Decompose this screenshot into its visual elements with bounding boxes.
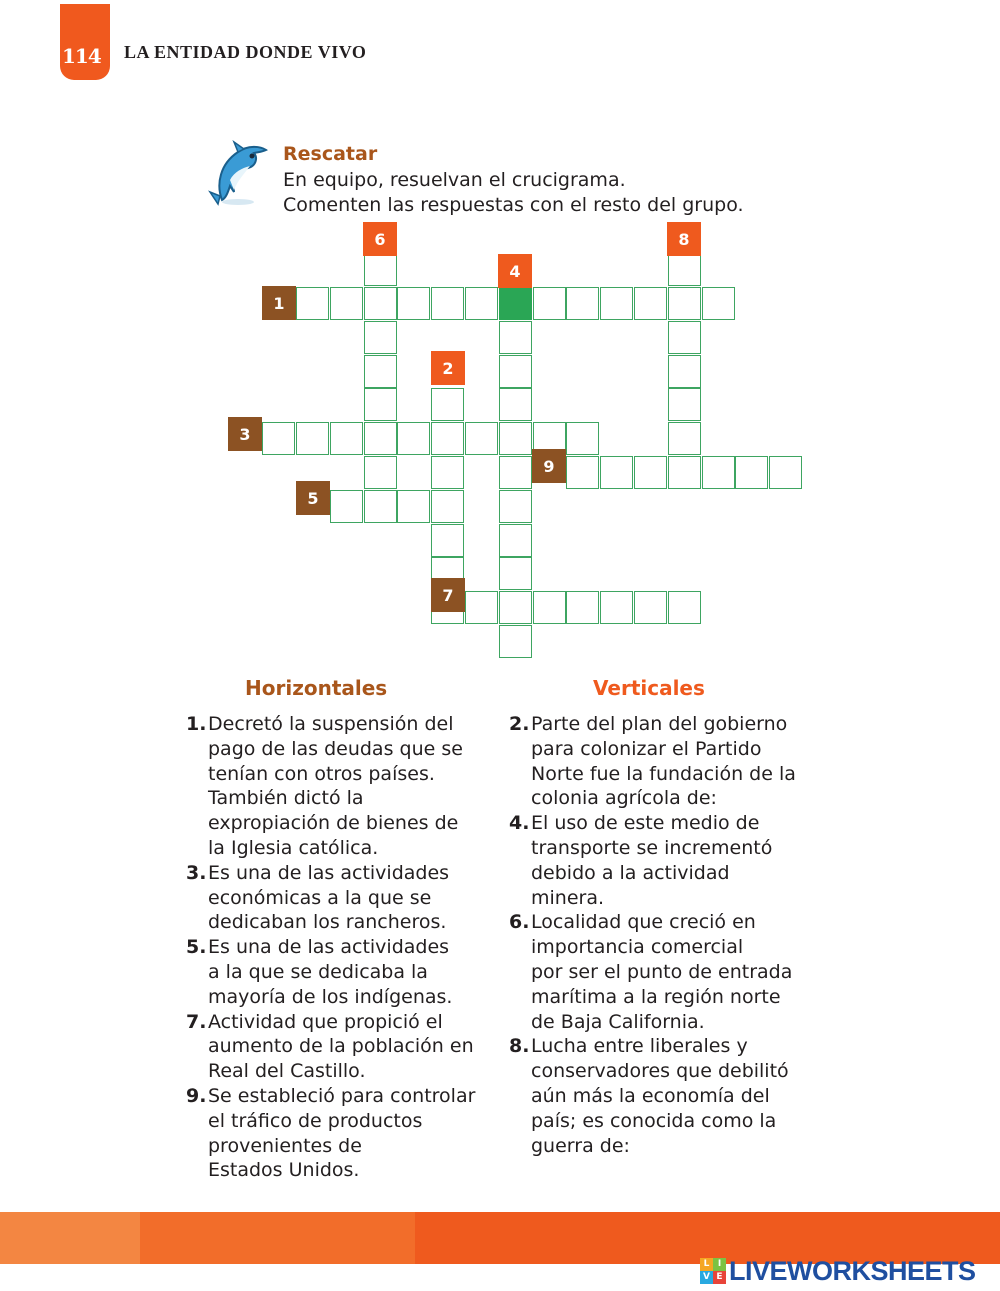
clue-text: país; es conocida como la xyxy=(531,1109,777,1132)
clue-text: el tráfico de productos xyxy=(208,1109,423,1132)
crossword-cell[interactable] xyxy=(296,422,329,455)
vertical-clues-title: Verticales xyxy=(593,676,705,700)
crossword-cell[interactable] xyxy=(634,287,667,320)
clue-text: Es una de las actividades xyxy=(208,936,450,959)
crossword-cell[interactable] xyxy=(566,422,599,455)
clue-number: 8. xyxy=(509,1035,530,1058)
crossword-cell[interactable] xyxy=(431,287,464,320)
crossword-cell[interactable] xyxy=(330,422,363,455)
crossword-cell[interactable] xyxy=(431,490,464,523)
crossword-cell[interactable] xyxy=(668,422,701,455)
clue-text: También dictó la xyxy=(208,787,364,810)
crossword-cell[interactable] xyxy=(566,287,599,320)
page-number: 114 xyxy=(62,44,101,68)
clue-text: expropiación de bienes de xyxy=(208,812,459,835)
clue-text: Decretó la suspensión del xyxy=(208,713,454,735)
crossword-cell[interactable] xyxy=(600,591,633,624)
horizontal-clue xyxy=(186,1010,474,1084)
crossword-cell[interactable] xyxy=(499,321,532,354)
horizontal-clues-title: Horizontales xyxy=(245,676,388,700)
crossword-cell[interactable] xyxy=(397,490,430,523)
clue-number: 7. xyxy=(186,1010,207,1033)
crossword-cell[interactable] xyxy=(499,591,532,624)
clue-text: pago de las deudas que se xyxy=(208,737,463,760)
crossword-cell[interactable] xyxy=(499,287,532,320)
crossword-cell[interactable] xyxy=(769,456,802,489)
horizontal-clue xyxy=(186,935,452,1009)
clue-text: la Iglesia católica. xyxy=(208,836,379,859)
crossword-cell[interactable] xyxy=(397,287,430,320)
crossword-cell[interactable] xyxy=(702,287,735,320)
crossword-cell[interactable] xyxy=(465,591,498,624)
crossword-cell[interactable] xyxy=(735,456,768,489)
clue-text: Es una de las actividades xyxy=(208,861,450,884)
clue-number-6: 6 xyxy=(363,222,397,256)
crossword-cell[interactable] xyxy=(465,287,498,320)
clue-text: de Baja California. xyxy=(531,1010,705,1033)
page-title: LA ENTIDAD DONDE VIVO xyxy=(124,42,367,62)
clue-text: para colonizar el Partido xyxy=(531,737,762,760)
watermark-text: LIVEWORKSHEETS xyxy=(729,1255,976,1286)
clue-text: debido a la actividad xyxy=(531,861,730,884)
crossword-cell[interactable] xyxy=(431,591,464,624)
crossword-cell[interactable] xyxy=(262,422,295,455)
clue-text: colonia agrícola de: xyxy=(531,787,717,810)
clue-text: por ser el punto de entrada xyxy=(531,960,793,983)
crossword-cell[interactable] xyxy=(600,456,633,489)
clue-text: Localidad que creció en xyxy=(531,911,756,934)
dolphin-icon xyxy=(208,140,272,206)
clue-number: 1. xyxy=(186,713,207,735)
clue-text: Real del Castillo. xyxy=(208,1060,366,1083)
clue-text: Norte fue la fundación de la xyxy=(531,762,796,785)
clue-number-5: 5 xyxy=(296,481,330,515)
clue-number-4: 4 xyxy=(498,254,532,288)
crossword-cell[interactable] xyxy=(668,388,701,421)
clue-number: 9. xyxy=(186,1085,207,1107)
clue-text: Parte del plan del gobierno xyxy=(531,713,788,735)
clue-text: dedicaban los rancheros. xyxy=(208,911,447,934)
crossword-cell[interactable] xyxy=(364,490,397,523)
crossword-cell[interactable] xyxy=(634,591,667,624)
clue-text: económicas a la que se xyxy=(208,886,432,909)
clue-number-8: 8 xyxy=(667,222,701,256)
crossword-cell[interactable] xyxy=(296,287,329,320)
crossword-cell[interactable] xyxy=(364,355,397,388)
instruction-line: Comenten las respuestas con el resto del grupo. xyxy=(283,194,744,216)
crossword-cell[interactable] xyxy=(465,422,498,455)
clue-number: 6. xyxy=(509,911,530,934)
crossword-cell[interactable] xyxy=(431,388,464,421)
crossword-cell[interactable] xyxy=(330,490,363,523)
clue-text: guerra de: xyxy=(531,1134,630,1157)
crossword-cell[interactable] xyxy=(397,422,430,455)
clue-text: mayoría de los indígenas. xyxy=(208,985,453,1008)
horizontal-clue xyxy=(186,712,463,861)
vertical-clue xyxy=(509,910,792,1034)
crossword-cell[interactable] xyxy=(533,591,566,624)
vertical-clue xyxy=(509,1034,789,1158)
crossword-cell[interactable] xyxy=(499,388,532,421)
crossword-cell[interactable] xyxy=(668,591,701,624)
crossword-cell[interactable] xyxy=(499,490,532,523)
clue-text: tenían con otros países. xyxy=(208,762,435,785)
watermark xyxy=(700,1257,976,1285)
crossword-cell[interactable] xyxy=(364,422,397,455)
horizontal-clue xyxy=(186,1084,475,1183)
clue-text: aún más la economía del xyxy=(531,1084,770,1107)
clue-number: 5. xyxy=(186,936,207,959)
clue-text: a la que se dedicaba la xyxy=(208,960,428,983)
crossword-cell[interactable] xyxy=(499,355,532,388)
clue-text: Se estableció para controlar xyxy=(208,1085,476,1107)
clue-number-7: 7 xyxy=(431,578,465,612)
activity-title: Rescatar xyxy=(283,143,378,165)
crossword-cell[interactable] xyxy=(499,422,532,455)
crossword-cell[interactable] xyxy=(566,456,599,489)
page-number-tab xyxy=(60,4,110,80)
liveworksheets-logo-icon: L I V E xyxy=(700,1258,726,1284)
crossword-cell[interactable] xyxy=(330,287,363,320)
crossword-cell[interactable] xyxy=(668,456,701,489)
clue-number-1: 1 xyxy=(262,286,296,320)
clue-text: Lucha entre liberales y xyxy=(531,1035,748,1058)
crossword-cell[interactable] xyxy=(364,253,397,286)
clue-number: 3. xyxy=(186,861,207,884)
clue-number: 4. xyxy=(509,812,530,835)
crossword-cell[interactable] xyxy=(499,557,532,590)
crossword-cell[interactable] xyxy=(634,456,667,489)
vertical-clue xyxy=(509,712,796,811)
crossword-cell[interactable] xyxy=(668,355,701,388)
clue-text: transporte se incrementó xyxy=(531,836,773,859)
clue-text: minera. xyxy=(531,886,605,909)
clue-number-3: 3 xyxy=(228,417,262,451)
crossword-cell[interactable] xyxy=(668,253,701,286)
clue-text: El uso de este medio de xyxy=(531,812,760,835)
crossword-cell[interactable] xyxy=(431,557,464,590)
crossword-cell[interactable] xyxy=(600,287,633,320)
crossword-cell[interactable] xyxy=(364,456,397,489)
clue-text: aumento de la población en xyxy=(208,1035,474,1058)
crossword-cell[interactable] xyxy=(431,456,464,489)
crossword-cell[interactable] xyxy=(364,388,397,421)
clue-number-9: 9 xyxy=(532,449,566,483)
clue-number-2: 2 xyxy=(431,351,465,385)
crossword-cell[interactable] xyxy=(431,524,464,557)
crossword-cell[interactable] xyxy=(702,456,735,489)
clue-text: Estados Unidos. xyxy=(208,1159,360,1182)
horizontal-clue xyxy=(186,861,449,935)
clue-text: provenientes de xyxy=(208,1134,362,1157)
crossword-cell[interactable] xyxy=(533,422,566,455)
crossword-cell[interactable] xyxy=(566,591,599,624)
crossword-cell[interactable] xyxy=(499,524,532,557)
crossword-cell[interactable] xyxy=(668,287,701,320)
crossword-cell[interactable] xyxy=(668,321,701,354)
vertical-clue xyxy=(509,811,772,910)
crossword-cell[interactable] xyxy=(364,321,397,354)
clue-text: conservadores que debilitó xyxy=(531,1060,789,1083)
clue-text: marítima a la región norte xyxy=(531,985,781,1008)
crossword-cell[interactable] xyxy=(533,287,566,320)
clue-number: 2. xyxy=(509,713,530,735)
clue-text: importancia comercial xyxy=(531,936,744,959)
crossword-cell[interactable] xyxy=(499,625,532,658)
crossword-cell[interactable] xyxy=(364,287,397,320)
crossword-cell[interactable] xyxy=(431,422,464,455)
crossword-cell[interactable] xyxy=(499,456,532,489)
clue-text: Actividad que propició el xyxy=(208,1010,443,1033)
instruction-line: En equipo, resuelvan el crucigrama. xyxy=(283,169,626,191)
